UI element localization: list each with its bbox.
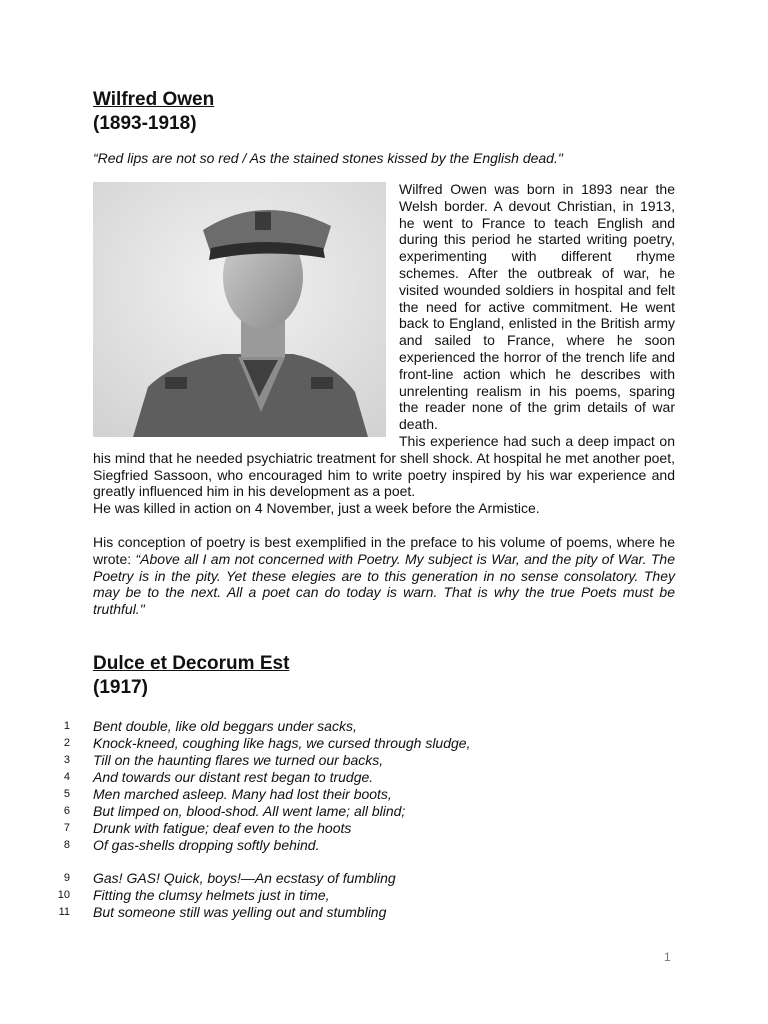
line-text: But limped on, blood-shod. All went lame; all blind; — [93, 803, 406, 819]
poem-year: (1917) — [93, 677, 148, 698]
epigraph: “Red lips are not so red / As the stained stones kissed by the English dead." — [93, 150, 563, 166]
line-text: And towards our distant rest began to trudge. — [93, 769, 374, 785]
author-name: Wilfred Owen — [93, 89, 215, 110]
poem-title: Dulce et Decorum Est — [93, 653, 290, 674]
line-number: 10 — [57, 889, 70, 901]
biography-death: He was killed in action on 4 November, just a week before the Armistice. — [93, 500, 540, 516]
page-number: 1 — [664, 950, 671, 964]
poem-heading — [93, 652, 289, 700]
line-text: Gas! GAS! Quick, boys!—An ecstasy of fumbling — [93, 870, 396, 886]
line-text: Drunk with fatigue; deaf even to the hoots — [93, 820, 352, 836]
conception-lead: His conception of poetry is best exemplified in the preface to his volume of poems, where he wrote: — [93, 534, 675, 567]
line-text: Knock-kneed, coughing like hags, we cursed through sludge, — [93, 735, 471, 751]
line-number: 8 — [63, 839, 70, 851]
author-years: (1893-1918) — [93, 113, 197, 134]
line-text: Of gas-shells dropping softly behind. — [93, 837, 320, 853]
line-text: But someone still was yelling out and stumbling — [93, 904, 387, 920]
portrait-photo — [93, 182, 386, 437]
line-number: 9 — [63, 872, 70, 884]
line-number: 4 — [63, 771, 70, 783]
line-text: Fitting the clumsy helmets just in time, — [93, 887, 330, 903]
line-number: 2 — [63, 737, 70, 749]
line-number: 1 — [63, 720, 70, 732]
conception-quote: “Above all I am not concerned with Poetry. My subject is War, and the pity of War. The Poetry is in the pity. Yet these elegies are to this generation in no sense consolatory. They may be to the next. All a poet can do today is warn. That is why the true Poets must be truthful." — [93, 550, 675, 618]
biography-side-text: Wilfred Owen was born in 1893 near the Welsh border. A devout Christian, in 1913, he went to France to teach English and during this period he started writing poetry, experimenting with different rhyme schemes. After the outbreak of war, he visited wounded soldiers in hospital and felt the need for active commitment. He went back to England, enlisted in the British army and sailed to France, where he soon experienced the horror of the trench life and front-line action which he describes with unrelenting realism in his poems, sparing the reader none of the grim details of war death. — [399, 181, 675, 433]
author-heading — [93, 88, 214, 136]
line-number: 11 — [58, 906, 70, 918]
line-number: 5 — [63, 788, 70, 800]
line-number: 7 — [63, 822, 70, 834]
line-number: 6 — [63, 805, 70, 817]
line-text: Till on the haunting flares we turned our backs, — [93, 752, 384, 768]
biography-continued: This experience had such a deep impact on his mind that he needed psychiatric treatment for shell shock. At hospital he met another poet, Siegfried Sassoon, who encouraged him to write poetry inspired by his war experience and greatly influenced him in his development as a poet. — [93, 433, 675, 500]
poetry-conception — [93, 534, 675, 618]
line-number: 3 — [63, 754, 70, 766]
line-text: Men marched asleep. Many had lost their boots, — [93, 786, 392, 802]
line-text: Bent double, like old beggars under sacks, — [93, 718, 357, 734]
